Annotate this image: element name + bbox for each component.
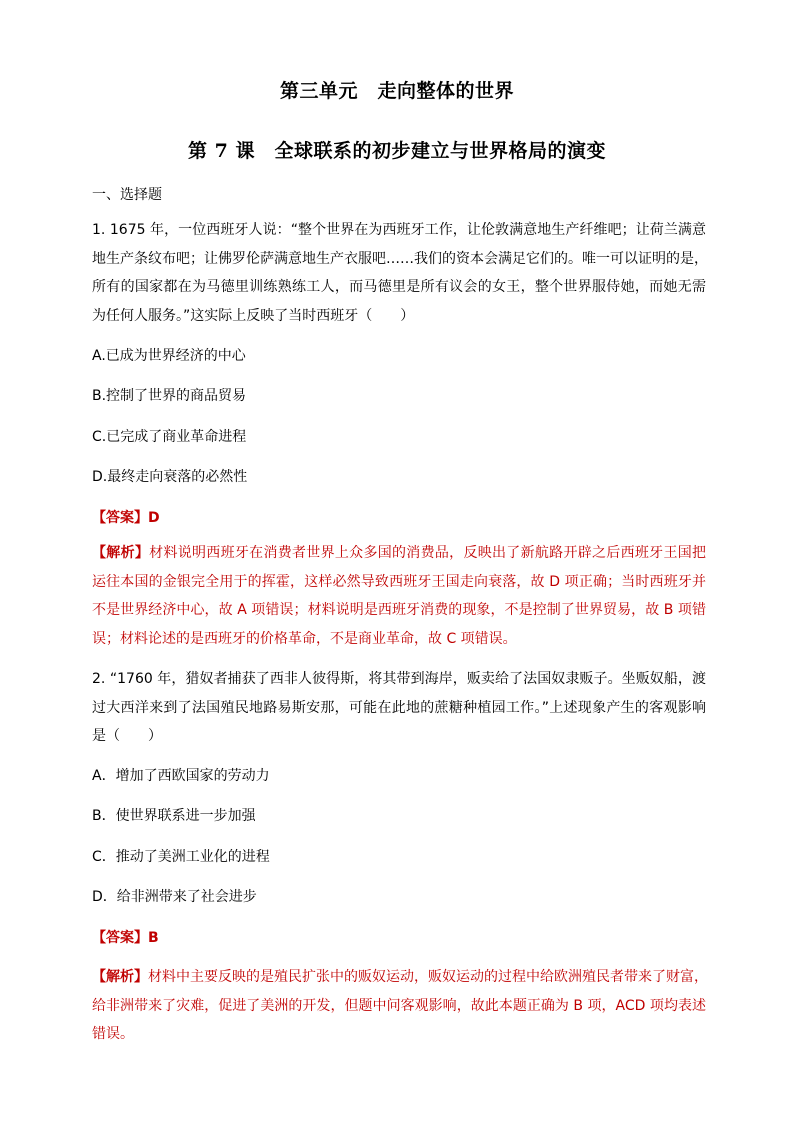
question-2-option-c: C．推动了美洲工业化的进程 — [92, 849, 270, 865]
question-2-line: 2. “1760 年，猎奴者捕获了西非人彼得斯，将其带到海岸，贩卖给了法国奴隶贩子。坐贩奴船，渡 — [92, 671, 706, 687]
question-1-stem — [92, 216, 706, 330]
question-1-option-d: D.最终走向衰落的必然性 — [92, 469, 248, 485]
question-1-line: 所有的国家都在为马德里训练熟练工人，而马德里是所有议会的女王，整个世界服侍她，而她无需 — [92, 279, 706, 295]
analysis-line: 错误。 — [92, 1026, 134, 1042]
question-2-answer — [92, 927, 159, 947]
answer-value: D — [148, 510, 160, 526]
unit-title: 第三单元 走向整体的世界 — [279, 80, 514, 102]
analysis-line — [92, 963, 706, 992]
question-2-option-a: A．增加了西欧国家的劳动力 — [92, 768, 270, 784]
question-1-option-b: B.控制了世界的商品贸易 — [92, 388, 247, 404]
analysis-text: 材料中主要反映的是殖民扩张中的贩奴运动，贩奴运动的过程中给欧洲殖民者带来了财富， — [148, 969, 708, 985]
question-2-option-d: D．给非洲带来了社会进步 — [92, 889, 257, 905]
question-2-analysis — [92, 963, 706, 1049]
answer-tag: 【答案】 — [92, 510, 148, 526]
answer-value: B — [148, 930, 159, 946]
analysis-line: 不是世界经济中心，故 A 项错误；材料说明是西班牙消费的现象，不是控制了世界贸易，故 B 项错 — [92, 602, 706, 618]
question-1-analysis — [92, 539, 706, 653]
question-1-line: 为任何人服务。”这实际上反映了当时西班牙（ ） — [92, 307, 415, 324]
answer-tag: 【答案】 — [92, 930, 148, 946]
question-2-option-b: B．使世界联系进一步加强 — [92, 808, 256, 824]
question-2-line: 是（ ） — [92, 728, 162, 744]
analysis-tag: 【解析】 — [92, 969, 148, 985]
question-1-answer — [92, 507, 160, 527]
section-heading: 一、选择题 — [92, 187, 162, 203]
question-2-stem — [92, 665, 706, 751]
analysis-line: 误；材料论述的是西班牙的价格革命，不是商业革命，故 C 项错误。 — [92, 630, 517, 647]
analysis-line: 运往本国的金银完全用于的挥霍，这样必然导致西班牙王国走向衰落，故 D 项正确；当时西班牙并 — [92, 573, 706, 590]
analysis-line — [92, 539, 706, 568]
analysis-text: 材料说明西班牙在消费者世界上众多国的消费品，反映出了新航路开辟之后西班牙王国把 — [149, 545, 707, 561]
question-1-option-a: A.已成为世界经济的中心 — [92, 348, 246, 364]
question-1-line: 地生产条纹布吧；让佛罗伦萨满意地生产衣服吧……我们的资本会满足它们的。唯一可以证明的是， — [92, 250, 708, 267]
analysis-tag: 【解析】 — [92, 545, 150, 561]
lesson-title: 第 7 课 全球联系的初步建立与世界格局的演变 — [188, 140, 606, 162]
question-2-line: 过大西洋来到了法国殖民地路易斯安那，可能在此地的蔗糖种植园工作。”上述现象产生的客观影响 — [92, 699, 706, 716]
analysis-line: 给非洲带来了灾难，促进了美洲的开发，但题中问客观影响，故此本题正确为 B 项，ACD 项均表述 — [92, 997, 706, 1014]
question-1-option-c: C.已完成了商业革命进程 — [92, 429, 247, 445]
question-1-line: 1. 1675 年，一位西班牙人说：“整个世界在为西班牙工作，让伦敦满意地生产纤维吧；让荷兰满意 — [92, 222, 706, 238]
